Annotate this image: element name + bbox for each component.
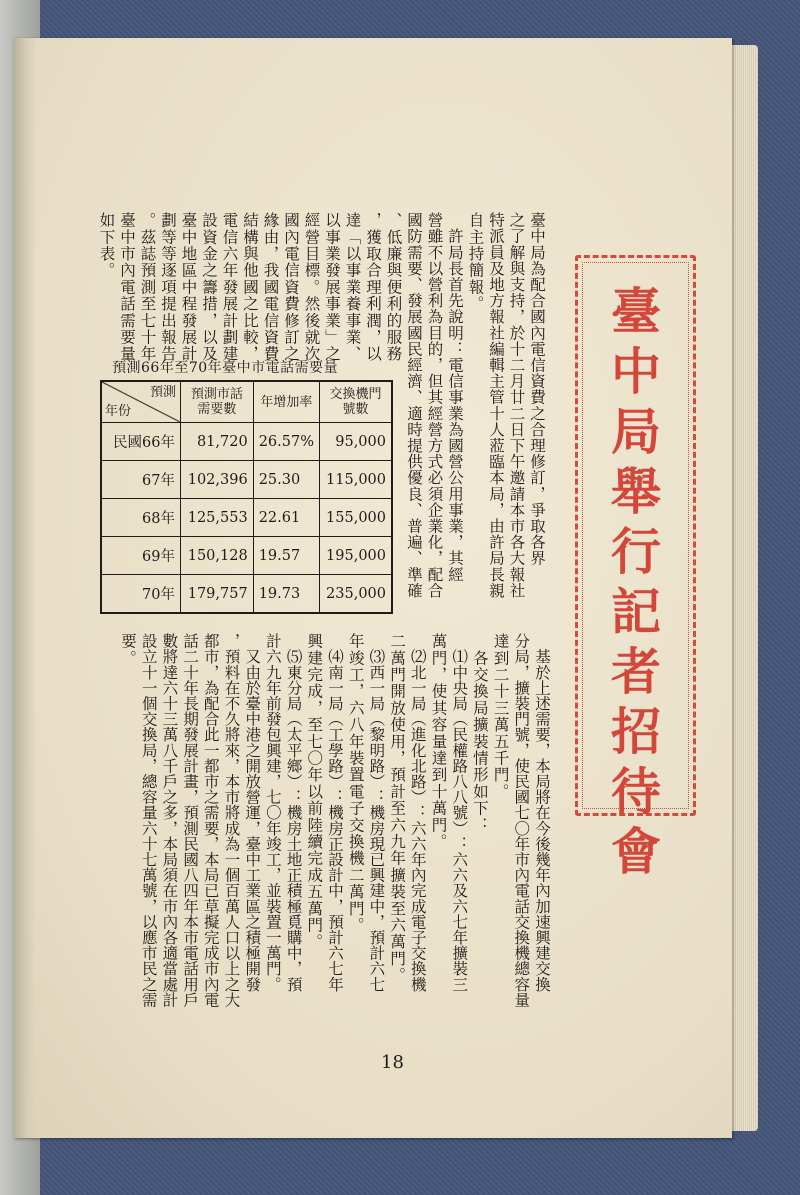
cell-exchange: 115,000 <box>320 461 393 499</box>
cell-year: 69年 <box>101 537 181 575</box>
lower-text-column: 各交換局擴裝情形如下： <box>470 633 489 834</box>
table-row <box>101 461 392 499</box>
cell-demand: 125,553 <box>181 499 254 537</box>
lower-text-column: 計六九年前發包興建，七〇年竣工，並裝置一萬門。 <box>263 633 282 992</box>
header-growth: 年增加率 <box>253 381 319 423</box>
lower-text-column: ⑷南一局（工學路）：機房正設計中，預計六七年 <box>326 633 344 992</box>
upper-text-column: 結構與他國之比較， <box>241 212 259 363</box>
cell-demand: 179,757 <box>181 575 254 614</box>
header-year: 年份 <box>105 404 132 419</box>
lower-text-column: ⑵北一局（進化北路）：六六年內完成電子交換機 <box>408 633 427 992</box>
upper-text-column: 緣由，我國電信資費 <box>261 212 280 363</box>
cell-demand: 150,128 <box>181 537 254 575</box>
lower-text-column: 設立十一個交換局，總容量六十七萬號，以應市民之需 <box>139 633 158 1008</box>
cell-year: 68年 <box>101 499 181 537</box>
header-exchange: 交換機門號數 <box>320 381 393 423</box>
upper-text-column: 如下表。 <box>97 212 116 279</box>
header-forecast: 預測 <box>149 385 176 400</box>
lower-text-column: 要。 <box>119 633 137 667</box>
table-row <box>101 537 392 575</box>
upper-text-column: 以事業發展事業」之 <box>323 212 341 363</box>
upper-text-column: 國內電信資費修訂之 <box>282 212 300 363</box>
table-row <box>101 499 392 537</box>
cell-exchange: 95,000 <box>320 423 393 461</box>
lower-text-column: ⑴中央局（民權路八八號）：六六及六七年擴裝三 <box>450 633 469 992</box>
header-demand: 預測市話需要數 <box>181 381 254 423</box>
upper-text-column: 達「以事業養事業、 <box>343 212 362 363</box>
upper-text-column: 設資金之籌措，以及 <box>200 212 218 363</box>
table-caption: 預測66年至70年臺中市電話需要量 <box>112 360 339 376</box>
lower-text-column: 話二十年長期發展計畫，預測民國八四年本市電話用戶 <box>181 633 200 1008</box>
upper-text-column: 臺中市內電話需要量 <box>118 212 136 363</box>
lower-text-column: 又由於臺中港之開放營運，臺中工業區之積極開發 <box>243 633 262 992</box>
lower-text-column: 都市，為配合此一都市之需要，本局已草擬完成市內電 <box>201 633 220 1008</box>
upper-text-column: 電信六年發展計劃建 <box>220 212 239 363</box>
table-row <box>101 575 392 614</box>
cell-exchange: 195,000 <box>320 537 393 575</box>
cell-year: 民國66年 <box>101 423 181 461</box>
lower-text-column: 分局，擴裝門號，使民國七〇年市內電話交換機總容量 <box>512 633 531 1008</box>
upper-text-column: 劃等等逐項提出報告 <box>159 212 177 363</box>
cell-year: 70年 <box>101 575 181 614</box>
page-gutter <box>14 38 36 1138</box>
upper-text-column: 。茲誌預測至七十年 <box>138 212 157 363</box>
upper-text-column: 臺中局為配合國內電信資費之合理修訂，爭取各界 <box>528 212 546 567</box>
upper-text-column: 、低廉與便利的服務 <box>384 212 403 363</box>
upper-text-column: 臺中地區中程發展計 <box>179 212 198 363</box>
upper-text-column: 國防需要、發展國民經濟、適時提供優良、普遍、準確 <box>405 212 423 599</box>
upper-text-column: 特派員及地方報社編輯主管十人蒞臨本局，由許局長親 <box>487 212 505 599</box>
page-number: 18 <box>381 1052 404 1073</box>
cell-demand: 102,396 <box>181 461 254 499</box>
lower-text-column: 年竣工，六八年裝置電子交換機二萬門。 <box>346 633 365 934</box>
lower-text-column: 二萬門開放使用，預計至六九年擴裝至六萬門。 <box>388 633 407 984</box>
cell-exchange: 235,000 <box>320 575 393 614</box>
lower-text-column: 數將達六十三萬八千戶之多，本局須在市內各適當處計 <box>160 633 179 1008</box>
header-corner-cell <box>101 381 181 423</box>
lower-text-column: ⑸東分局（太平鄉）：機房土地正積極覓購中，預 <box>284 633 303 992</box>
phone-demand-table <box>100 380 393 614</box>
lower-text-column: 萬門，使其容量達到十萬門。 <box>429 633 448 851</box>
cell-year: 67年 <box>101 461 181 499</box>
cell-demand: 81,720 <box>181 423 254 461</box>
upper-text-column: 自主持簡報。 <box>466 212 485 313</box>
cell-growth: 19.57 <box>253 537 319 575</box>
cell-growth: 26.57% <box>253 423 319 461</box>
cell-growth: 19.73 <box>253 575 319 614</box>
table-header-row <box>101 381 392 423</box>
article-title: 臺中局舉行記者招待會 <box>603 285 662 885</box>
lower-text-column: 達到二十三萬五千門。 <box>491 633 510 800</box>
lower-text-column: ，預料在不久將來，本市將成為一個百萬人口以上之大 <box>222 633 241 1008</box>
upper-text-column: 營雖不以營利為目的，但其經營方式必須企業化，配合 <box>425 212 444 599</box>
upper-text-column: 許局長首先說明：電信事業為國營公用事業，其經 <box>446 212 464 583</box>
table-row <box>101 423 392 461</box>
lower-text-column: ⑶西一局（黎明路）：機房現已興建中，預計六七 <box>367 633 386 992</box>
upper-text-column: 經營目標。然後就次 <box>302 212 321 363</box>
lower-text-column: 興建完成，至七〇年以前陸續完成五萬門。 <box>305 633 324 951</box>
upper-text-column: ，獲取合理利潤，以 <box>364 212 382 363</box>
upper-text-column: 之了解與支持，於十二月廿二日下午邀請本市各大報社 <box>507 212 526 599</box>
cell-exchange: 155,000 <box>320 499 393 537</box>
cell-growth: 22.61 <box>253 499 319 537</box>
lower-text-column: 基於上述需要，本局將在今後幾年內加速興建交換 <box>533 633 551 992</box>
cell-growth: 25.30 <box>253 461 319 499</box>
